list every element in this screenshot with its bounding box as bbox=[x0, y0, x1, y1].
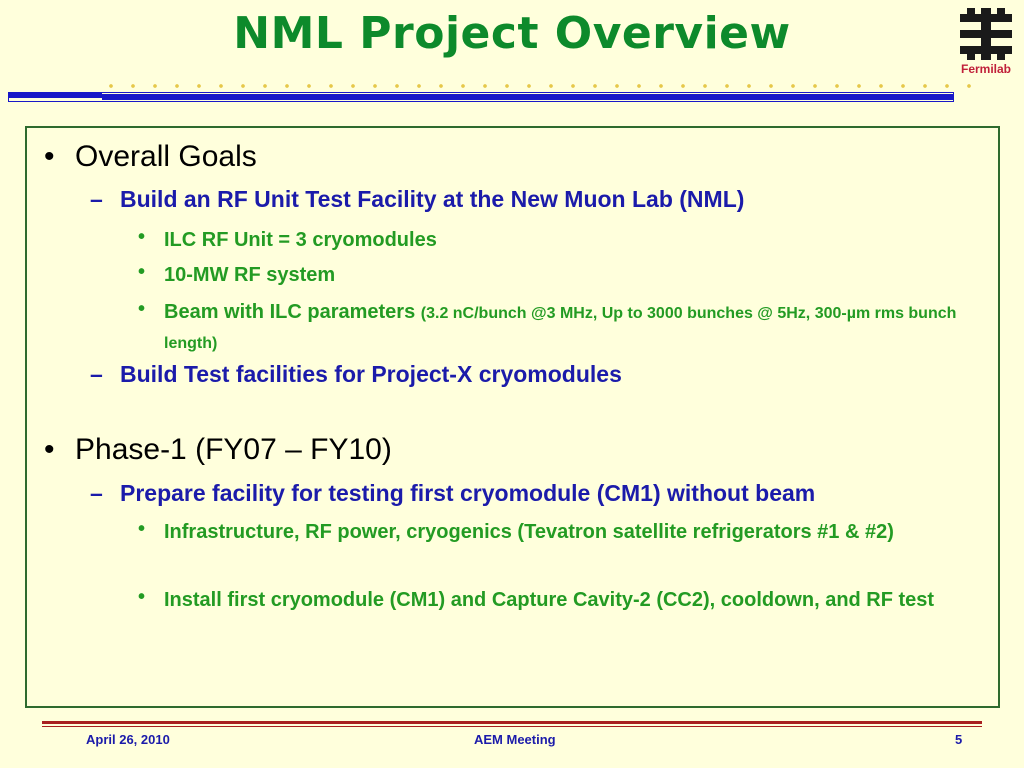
dash-bullet: – bbox=[90, 480, 103, 506]
title-bar bbox=[102, 94, 954, 100]
bullet-text: Phase-1 (FY07 – FY10) bbox=[75, 433, 392, 466]
sub-bullet-text: Build an RF Unit Test Facility at the New Muon Lab (NML) bbox=[120, 186, 745, 212]
sub-bullet-text: Build Test facilities for Project-X cryomodules bbox=[120, 361, 622, 387]
content-frame bbox=[25, 126, 1000, 708]
small-bullet: • bbox=[138, 226, 146, 248]
dash-bullet: – bbox=[90, 186, 103, 212]
bullet-dot: • bbox=[44, 140, 55, 173]
small-bullet: • bbox=[138, 586, 146, 608]
small-bullet: • bbox=[138, 261, 146, 283]
title-bar-left bbox=[8, 92, 102, 98]
logo-label: Fermilab bbox=[960, 62, 1011, 76]
footer-meeting: AEM Meeting bbox=[474, 732, 556, 747]
footer-page-number: 5 bbox=[955, 732, 963, 747]
item-main-text: Beam with ILC parameters bbox=[164, 301, 416, 323]
sub-bullet-text: Prepare facility for testing first cryomodule (CM1) without beam bbox=[120, 480, 816, 506]
fermilab-logo-icon bbox=[954, 8, 1018, 60]
item-text: Install first cryomodule (CM1) and Capture Cavity-2 (CC2), cooldown, and RF test bbox=[164, 589, 935, 611]
small-bullet: • bbox=[138, 298, 146, 320]
bullet-text: Overall Goals bbox=[75, 140, 257, 173]
item-text: Infrastructure, RF power, cryogenics (Tevatron satellite refrigerators #1 & #2) bbox=[164, 521, 894, 543]
slide-title: NML Project Overview bbox=[233, 8, 791, 59]
item-text: ILC RF Unit = 3 cryomodules bbox=[164, 229, 437, 251]
dash-bullet: – bbox=[90, 361, 103, 387]
fermilab-logo bbox=[954, 8, 1018, 80]
bullet-dot: • bbox=[44, 433, 55, 466]
dotted-divider bbox=[100, 82, 980, 90]
footer-rule bbox=[42, 721, 982, 724]
item-text bbox=[164, 298, 974, 358]
small-bullet: • bbox=[138, 518, 146, 540]
item-text: 10-MW RF system bbox=[164, 264, 336, 286]
footer-rule-thin bbox=[42, 726, 982, 727]
footer-date: April 26, 2010 bbox=[86, 732, 170, 747]
item-detail-text: (3.2 nC/bunch @3 MHz, Up to 3000 bunches @ 5Hz, 300-µm rms bunch length) bbox=[164, 305, 957, 352]
